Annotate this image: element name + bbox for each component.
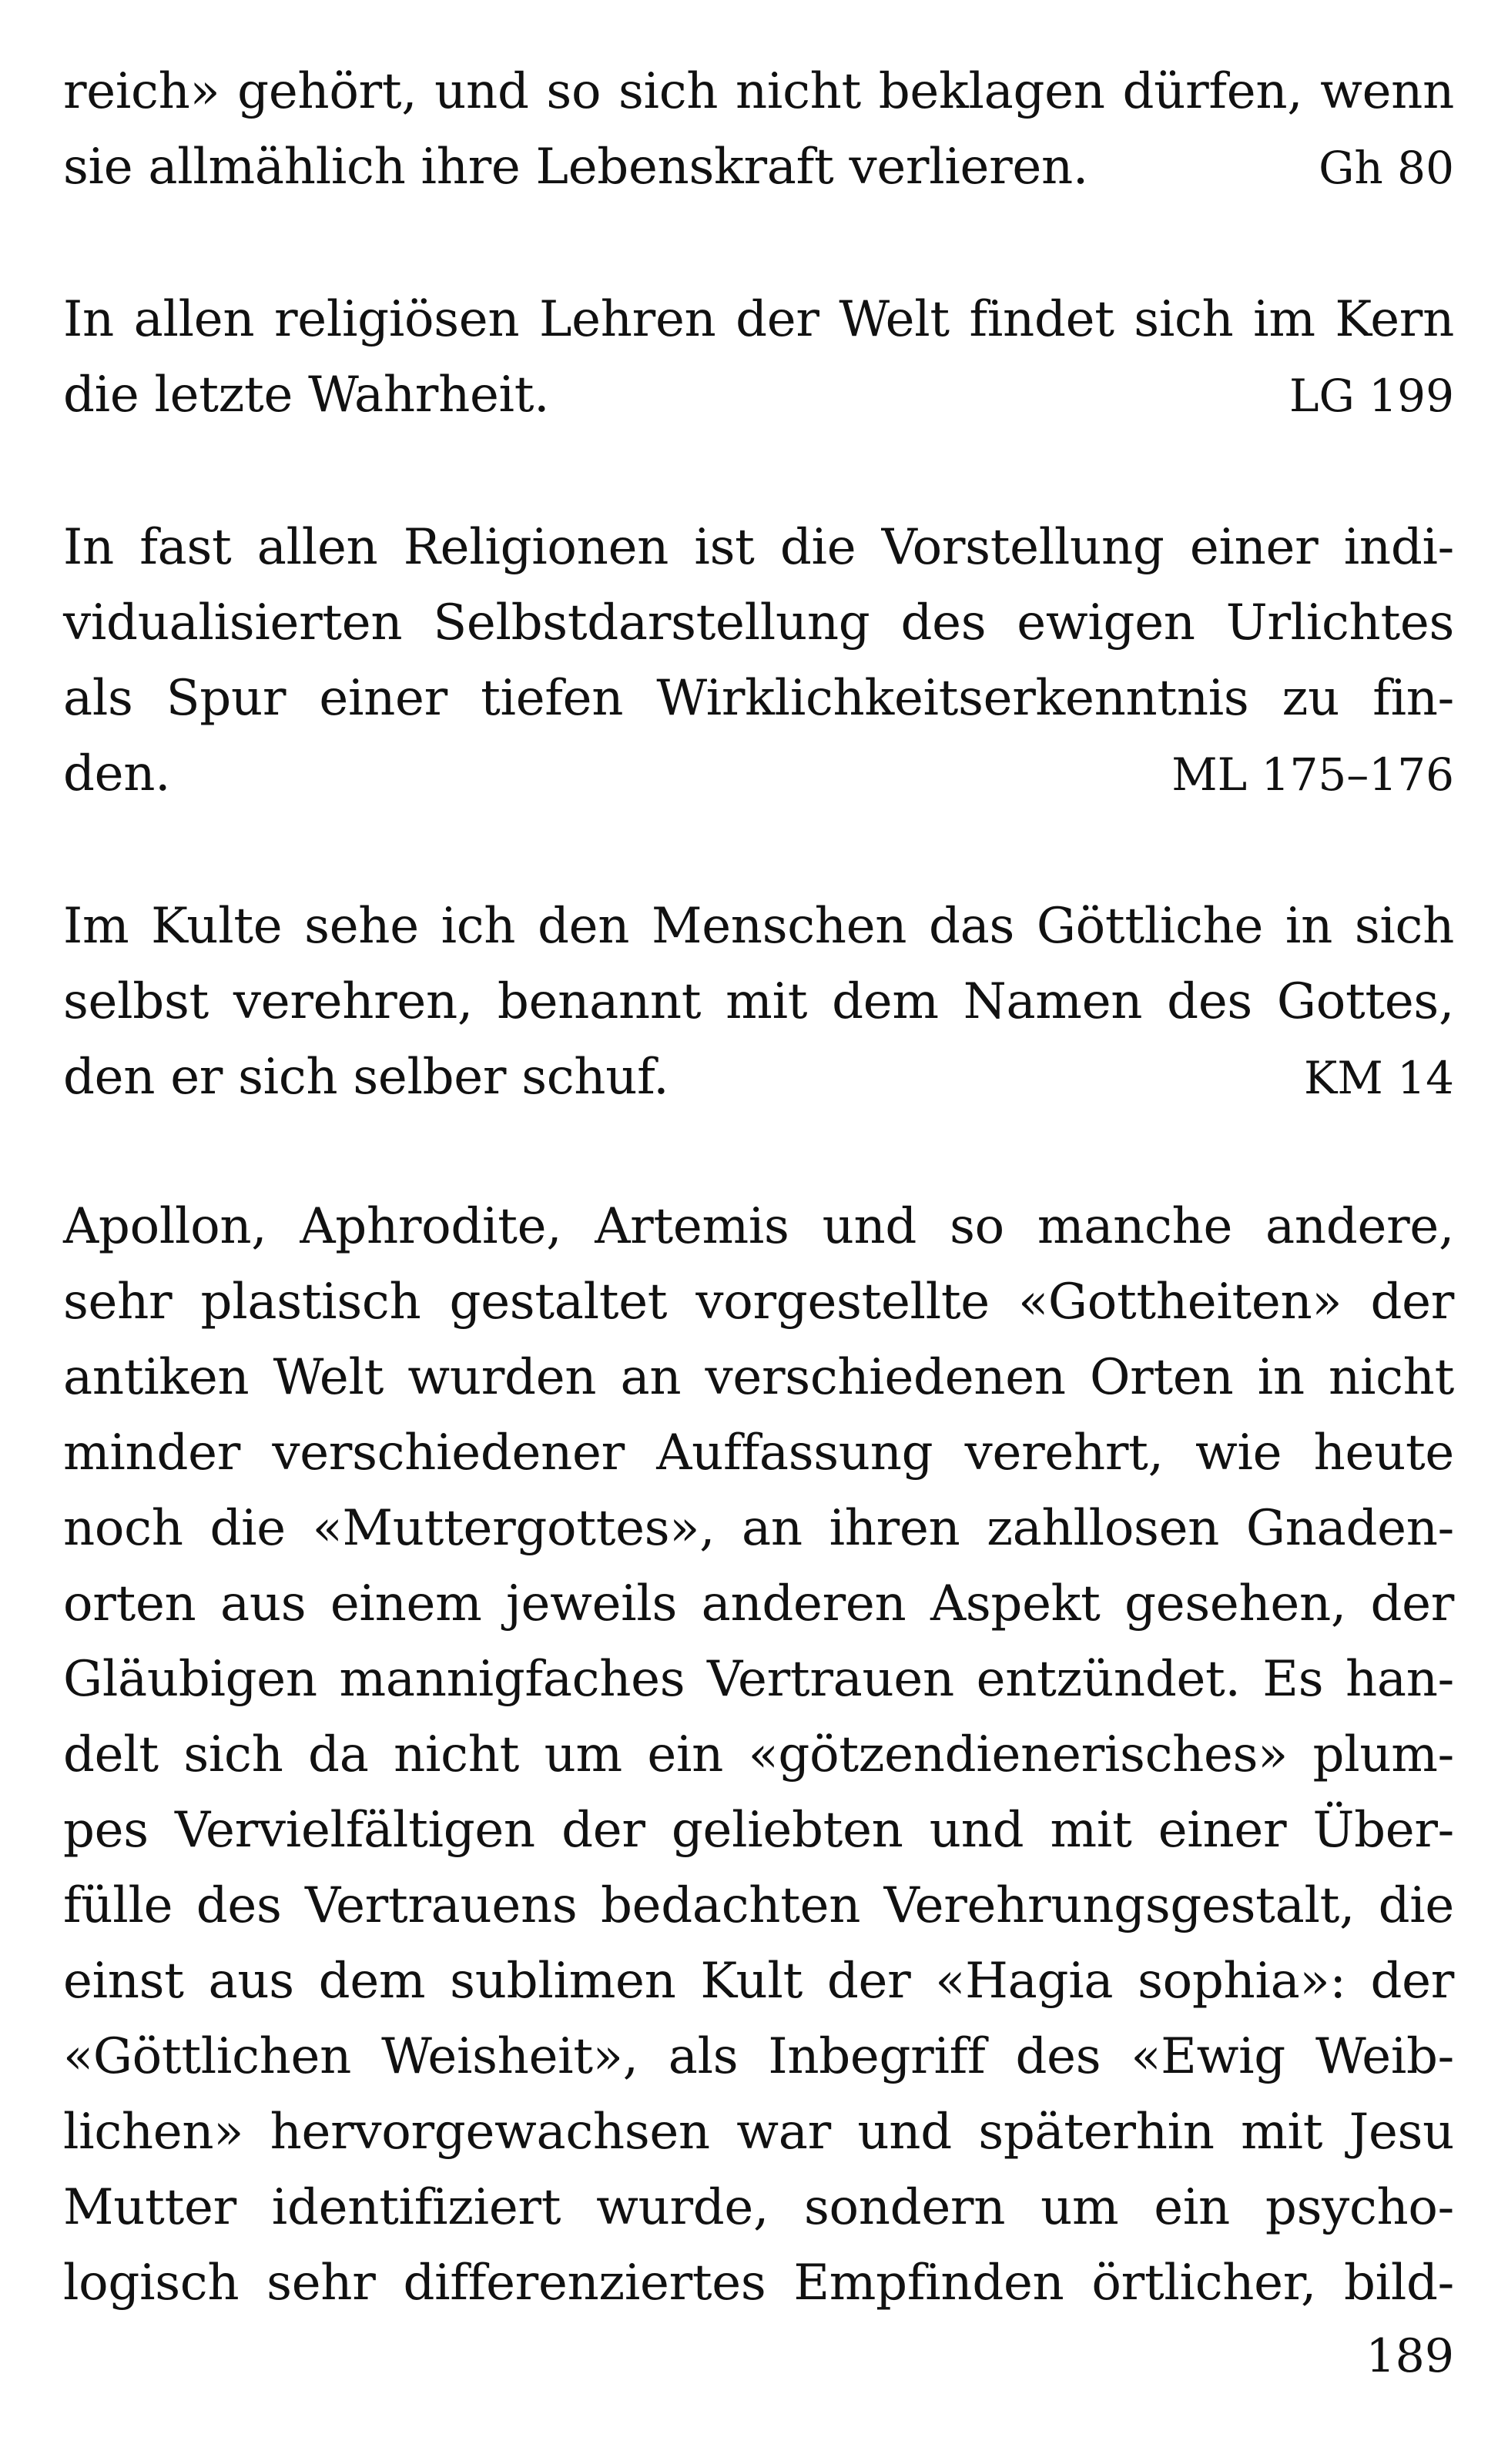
source-reference: LG 199 [1289,370,1454,422]
text-line-last [63,129,1454,205]
text-line-last [63,1040,1454,1115]
text-line: antiken Welt wurden an verschiedenen Orten in nicht [63,1349,1454,1406]
quote-entry-2 [63,282,1454,433]
text-line-last [63,357,1454,433]
quote-entry-5 [63,1189,1454,2321]
text-line: Gläubigen mannigfaches Vertrauen entzündet. Es han- [63,1651,1454,1708]
text-line: den er sich selber schuf. [63,1049,669,1106]
text-line: selbst verehren, benannt mit dem Namen des Gottes, [63,973,1454,1030]
text-line: vidualisierten Selbstdarstellung des ewigen Urlichtes [63,594,1454,651]
source-reference: KM 14 [1304,1052,1454,1104]
text-line: sie allmählich ihre Lebenskraft verlieren. [63,139,1088,196]
text-line: die letzte Wahrheit. [63,367,550,424]
page-number: 189 [1366,2329,1454,2383]
text-line: pes Vervielfältigen der geliebten und mit einer Über- [63,1802,1454,1859]
text-line: delt sich da nicht um ein «götzendienerisches» plum- [63,1726,1454,1783]
text-line: sehr plastisch gestaltet vorgestellte «Gottheiten» der [63,1274,1454,1331]
text-line: reich» gehört, und so sich nicht beklagen dürfen, wenn [63,63,1454,120]
text-line: minder verschiedener Auffassung verehrt, wie heute [63,1424,1454,1481]
source-reference: ML 175–176 [1171,748,1454,801]
book-page [63,54,1454,2441]
source-reference: Gh 80 [1319,142,1454,194]
text-line: orten aus einem jeweils anderen Aspekt gesehen, der [63,1575,1454,1632]
quote-entry-1 [63,54,1454,205]
text-line: In allen religiösen Lehren der Welt findet sich im Kern [63,291,1454,348]
text-line: fülle des Vertrauens bedachten Verehrungsgestalt, die [63,1877,1454,1934]
quote-entry-4 [63,889,1454,1115]
text-line: «Göttlichen Weisheit», als Inbegriff des «Ewig Weib- [63,2028,1454,2085]
text-line: den. [63,745,171,802]
text-line: logisch sehr differenziertes Empfinden örtlicher, bild- [63,2255,1454,2312]
quote-entry-3 [63,510,1454,812]
text-line: Im Kulte sehe ich den Menschen das Göttliche in sich [63,898,1454,955]
text-line: Mutter identifiziert wurde, sondern um ein psycho- [63,2179,1454,2236]
text-line: Apollon, Aphrodite, Artemis und so manche andere, [63,1198,1454,1255]
text-line: einst aus dem sublimen Kult der «Hagia sophia»: der [63,1953,1454,2010]
text-line: lichen» hervorgewachsen war und späterhin mit Jesu [63,2104,1454,2161]
text-line: In fast allen Religionen ist die Vorstellung einer indi- [63,519,1454,576]
text-line-last [63,736,1454,812]
text-line: als Spur einer tiefen Wirklichkeitserkenntnis zu fin- [63,670,1454,727]
text-line: noch die «Muttergottes», an ihren zahllosen Gnaden- [63,1500,1454,1557]
